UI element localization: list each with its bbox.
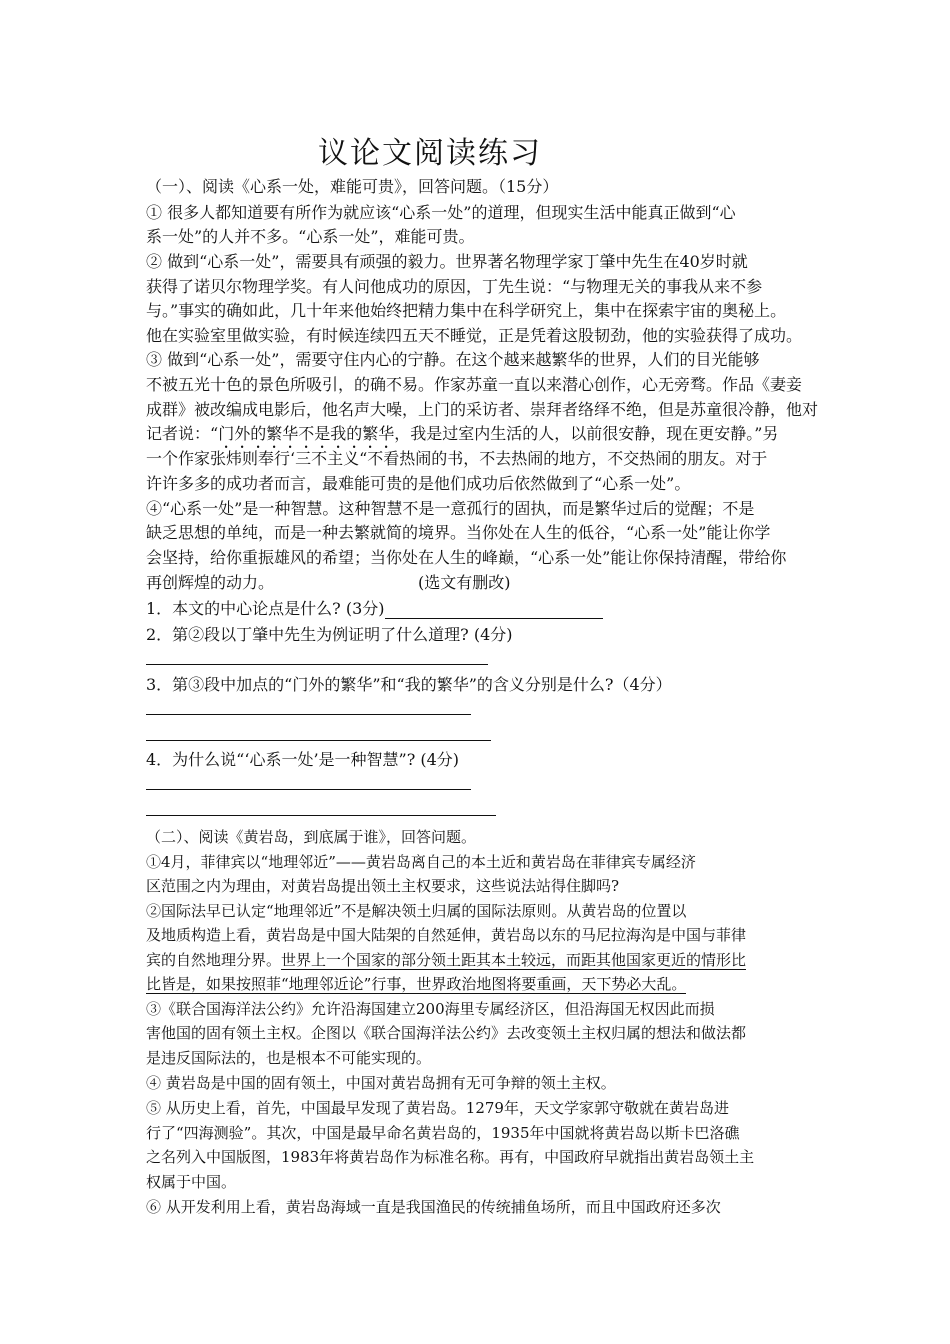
paragraph-line: ④ 黄岩岛是中国的固有领土，中国对黄岩岛拥有无可争辩的领土主权。 xyxy=(146,1074,616,1092)
paragraph-line: 区范围之内为理由，对黄岩岛提出领土主权要求，这些说法站得住脚吗? xyxy=(146,877,620,895)
question-4: 4．为什么说“‘心系一处’是一种智慧”? (4分) xyxy=(146,750,460,769)
underlined-sentence: 比皆是，如果按照菲“地理邻近论”行事，世界政治地图将要重画，天下势必大乱。 xyxy=(146,975,687,993)
paragraph-line: 权属于中国。 xyxy=(146,1173,237,1191)
underlined-sentence: 世界上一个国家的部分领土距其本土较远，而距其他国家更近的情形比 xyxy=(281,951,747,969)
question-3: 3．第③段中加点的“门外的繁华”和“我的繁华”的含义分别是什么?（4分） xyxy=(146,675,672,694)
paragraph-line: 再创辉煌的动力。 xyxy=(146,573,275,592)
document-title: 议论文阅读练习 xyxy=(318,136,542,171)
paragraph-line: 会坚持，给你重振雄风的希望；当你处在人生的峰巅，“心系一处”能让你保持清醒，带给你 xyxy=(146,548,787,567)
dotted-phrase: 门外的繁华不是我的繁华 xyxy=(218,424,395,443)
answer-blank-4a[interactable] xyxy=(146,789,471,790)
paragraph-line: 获得了诺贝尔物理学奖。有人问他成功的原因，丁先生说：“与物理无关的事我从来不参 xyxy=(146,277,763,296)
paragraph-line: ②国际法早已认定“地理邻近”不是解决领土归属的国际法原则。从黄岩岛的位置以 xyxy=(146,902,687,920)
answer-blank-2[interactable] xyxy=(146,664,488,665)
answer-blank-4b[interactable] xyxy=(146,815,496,816)
paragraph-line: ① 很多人都知道要有所作为就应该“心系一处”的道理，但现实生活中能真正做到“心 xyxy=(146,203,736,222)
paragraph-line: 他在实验室里做实验，有时候连续四五天不睡觉，正是凭着这股韧劲，他的实验获得了成功。 xyxy=(146,326,803,345)
paragraph-line: 不被五光十色的景色所吸引，的确不易。作家苏童一直以来潜心创作，心无旁骛。作品《妻妾 xyxy=(146,375,803,394)
paragraph-line-underlined xyxy=(146,950,746,970)
question-2: 2．第②段以丁肇中先生为例证明了什么道理? (4分) xyxy=(146,625,513,644)
paragraph-line-emphasis xyxy=(146,424,778,452)
paragraph-line: 许许多多的成功者而言，最难能可贵的是他们成功后依然做到了“心系一处”。 xyxy=(146,474,691,493)
section2-heading: （二）、阅读《黄岩岛，到底属于谁》，回答问题。 xyxy=(146,828,477,846)
paragraph-line: ③《联合国海洋法公约》允许沿海国建立200海里专属经济区，但沿海国无权因此而损 xyxy=(146,1000,715,1018)
paragraph-line-underlined xyxy=(146,974,686,994)
paragraph-line: 系一处”的人并不多。“心系一处”，难能可贵。 xyxy=(146,227,475,246)
paragraph-line: 一个作家张炜则奉行‘三不主义“不看热闹的书，不去热闹的地方，不交热闹的朋友。对于 xyxy=(146,449,768,468)
text-segment: 记者说：“ xyxy=(146,424,219,443)
paragraph-line: ③ 做到“心系一处”，需要守住内心的宁静。在这个越来越繁华的世界，人们的目光能够 xyxy=(146,350,760,369)
paragraph-line: ①4月，菲律宾以“地理邻近”——黄岩岛离自己的本土近和黄岩岛在菲律宾专属经济 xyxy=(146,853,696,871)
paragraph-line: ④“心系一处”是一种智慧。这种智慧不是一意孤行的固执，而是繁华过后的觉醒；不是 xyxy=(146,499,755,518)
paragraph-line: 害他国的固有领土主权。企图以《联合国海洋法公约》去改变领土主权归属的想法和做法都 xyxy=(146,1024,747,1042)
paragraph-line: 之名列入中国版图，1983年将黄岩岛作为标准名称。再有，中国政府早就指出黄岩岛领土主 xyxy=(146,1148,755,1166)
question-text: 1．本文的中心论点是什么? (3分) xyxy=(146,599,385,618)
question-1 xyxy=(146,599,603,619)
paragraph-line: 及地质构造上看，黄岩岛是中国大陆架的自然延伸，黄岩岛以东的马尼拉海沟是中国与菲律 xyxy=(146,926,747,944)
paragraph-line: 成群》被改编成电影后，他名声大噪，上门的采访者、崇拜者络绎不绝，但是苏童很冷静，他对 xyxy=(146,400,819,419)
answer-blank-1[interactable] xyxy=(385,602,603,619)
source-note: (选文有删改) xyxy=(418,573,511,592)
paragraph-line: 与。”事实的确如此，几十年来他始终把精力集中在科学研究上，集中在探索宇宙的奥秘上。 xyxy=(146,301,787,320)
text-segment: 宾的自然地理分界。 xyxy=(146,951,282,969)
answer-blank-3b[interactable] xyxy=(146,740,491,741)
paragraph-line: 缺乏思想的单纯，而是一种去繁就简的境界。当你处在人生的低谷，“心系一处”能让你学 xyxy=(146,523,771,542)
section1-heading: （一）、阅读《心系一处，难能可贵》，回答问题。（15分） xyxy=(146,177,559,196)
answer-blank-3a[interactable] xyxy=(146,714,471,715)
paragraph-line: ② 做到“心系一处”，需要具有顽强的毅力。世界著名物理学家丁肇中先生在40岁时就 xyxy=(146,252,748,271)
paragraph-line: ⑤ 从历史上看，首先，中国最早发现了黄岩岛。1279年，天文学家郭守敬就在黄岩岛进 xyxy=(146,1099,729,1117)
paragraph-line: 是违反国际法的，也是根本不可能实现的。 xyxy=(146,1049,432,1067)
paragraph-line: ⑥ 从开发利用上看，黄岩岛海域一直是我国渔民的传统捕鱼场所，而且中国政府还多次 xyxy=(146,1198,721,1216)
paragraph-line: 行了“四海测验”。其次，中国是最早命名黄岩岛的，1935年中国就将黄岩岛以斯卡巴洛礁 xyxy=(146,1124,740,1142)
text-segment: ，我是过室内生活的人，以前很安静，现在更安静。”另 xyxy=(394,424,779,443)
